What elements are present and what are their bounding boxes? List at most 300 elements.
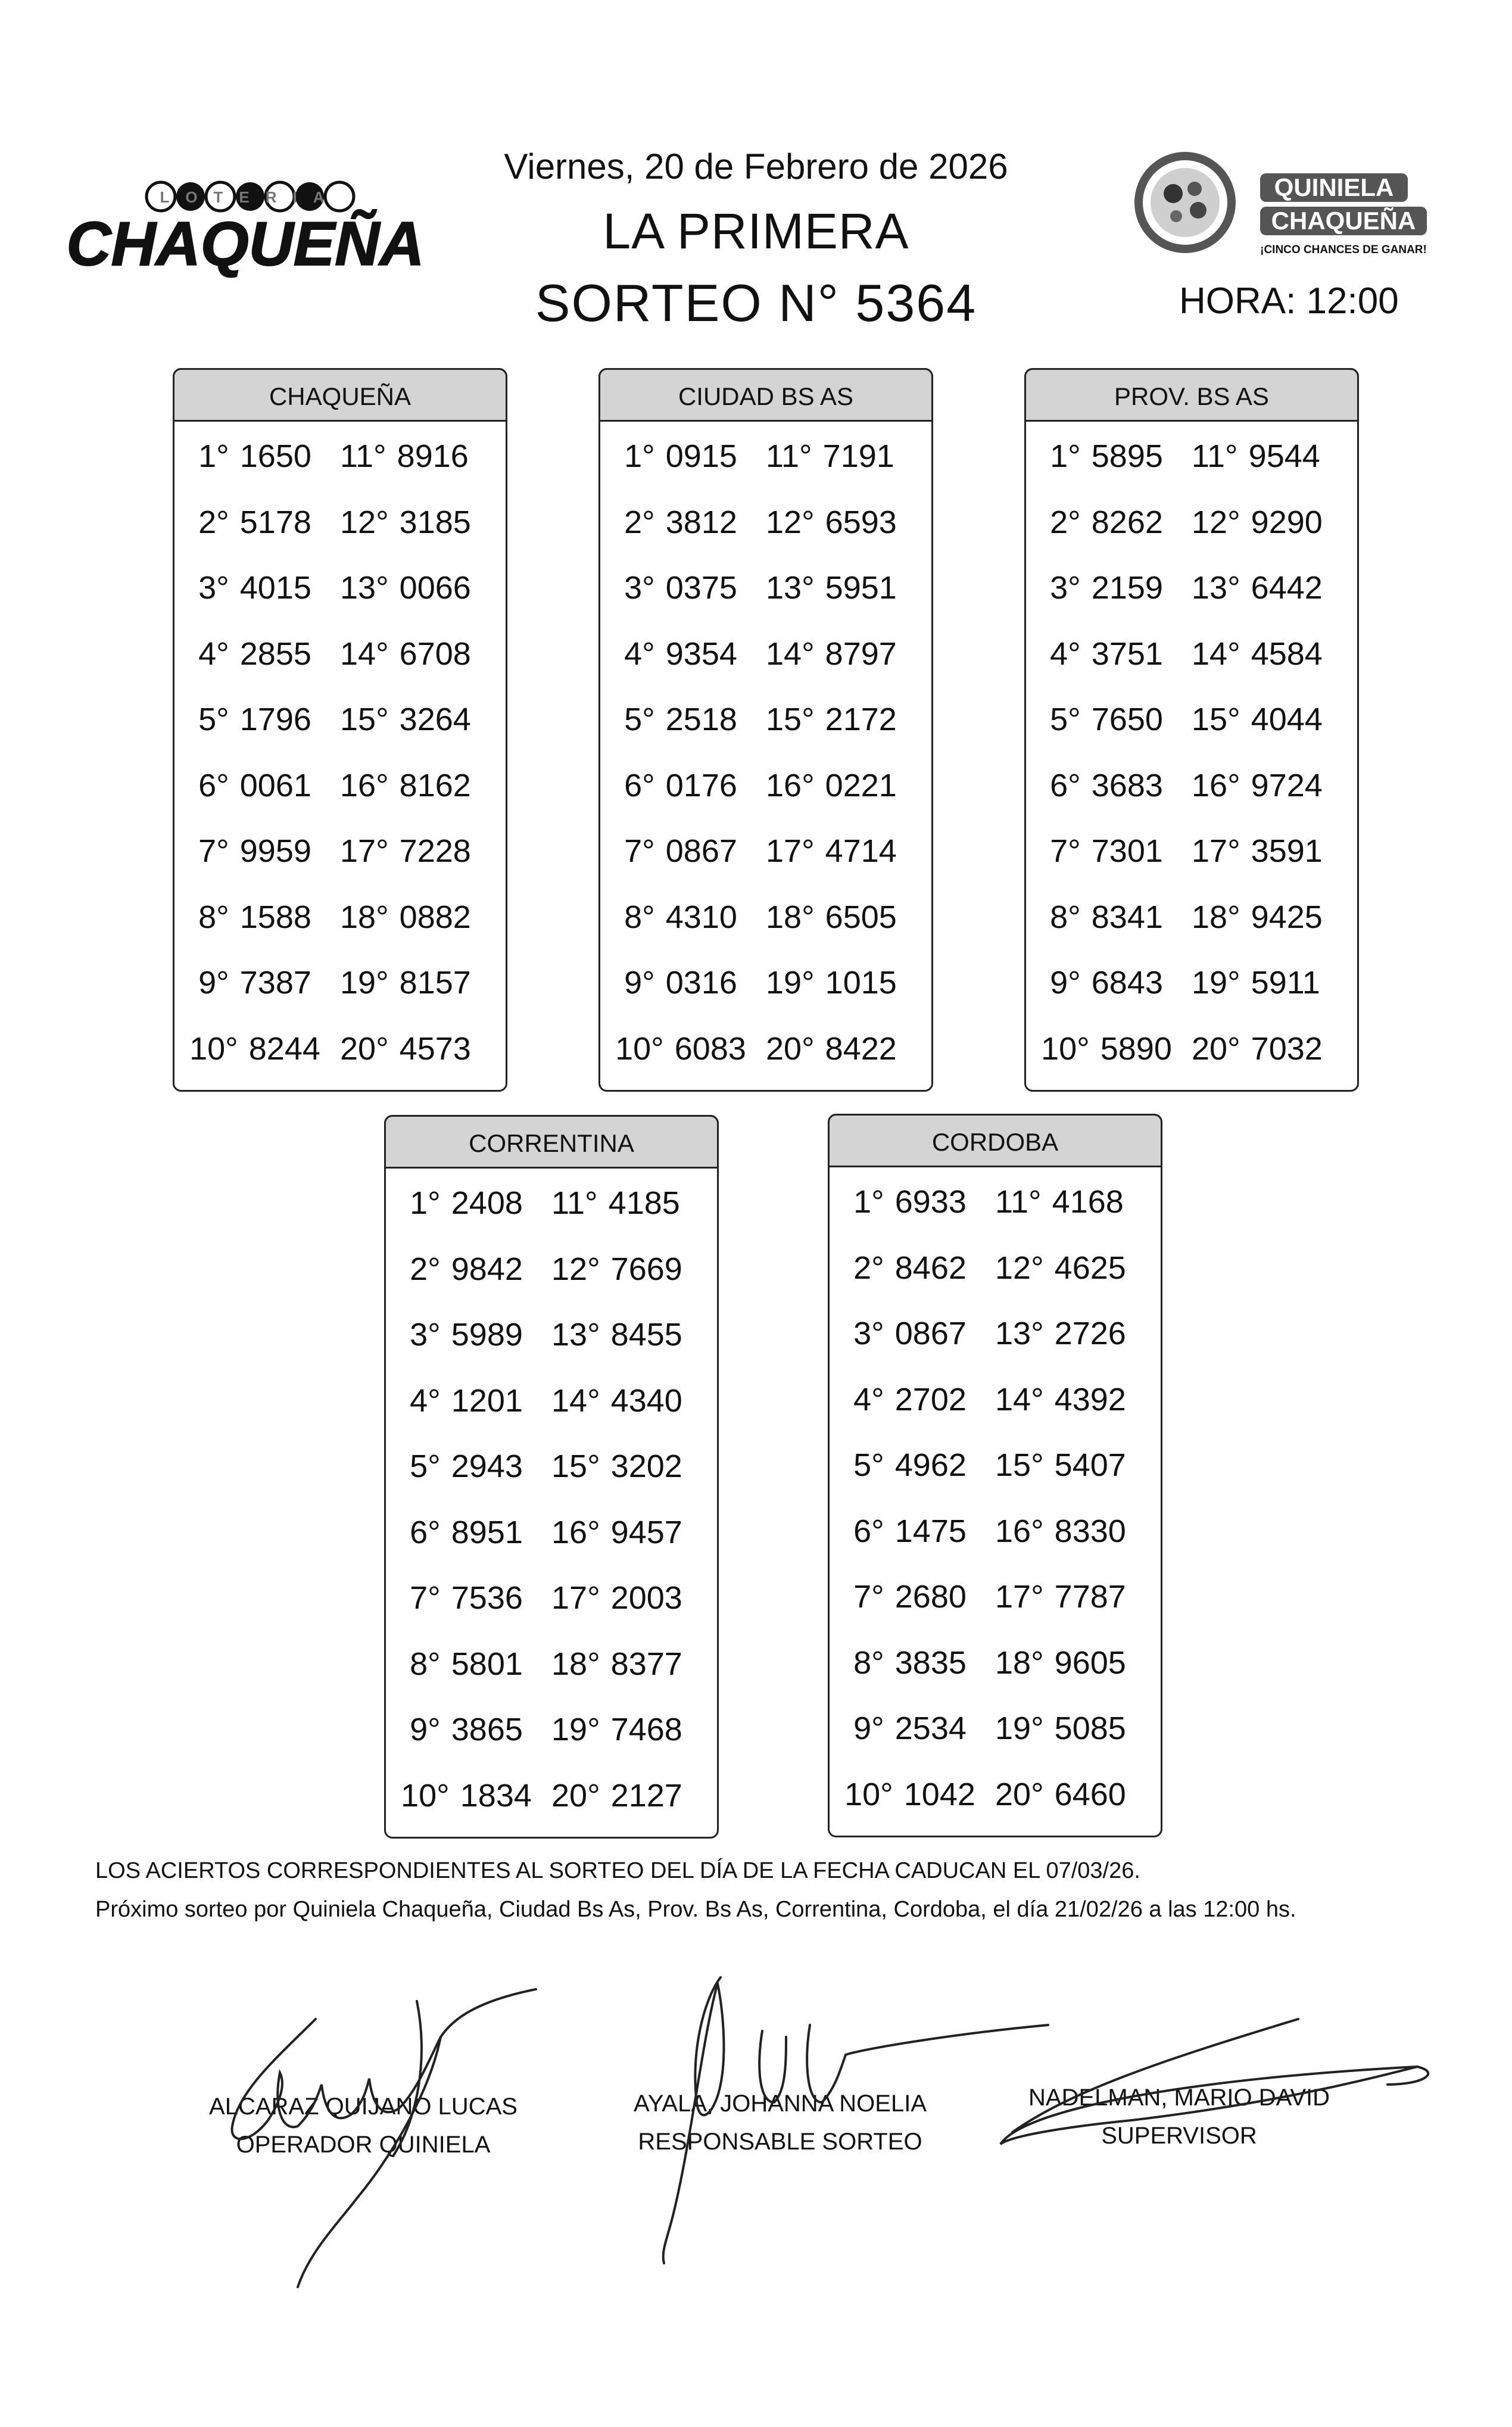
result-row xyxy=(1026,621,1357,687)
winning-number: 7301 xyxy=(1091,833,1163,870)
result-cell xyxy=(1187,569,1346,606)
result-cell xyxy=(600,964,761,1001)
winning-number: 1834 xyxy=(460,1777,532,1814)
position-label: 17° xyxy=(551,1580,600,1616)
result-cell xyxy=(174,635,335,672)
winning-number: 4584 xyxy=(1251,635,1323,672)
winning-number: 9354 xyxy=(665,635,737,672)
result-cell xyxy=(386,1382,547,1419)
position-label: 9° xyxy=(410,1712,441,1748)
winning-number: 3683 xyxy=(1091,767,1163,803)
winning-number: 9425 xyxy=(1251,899,1323,935)
position-label: 15° xyxy=(766,702,815,738)
winning-number: 8951 xyxy=(451,1514,523,1550)
draw-date: Viernes, 20 de Febrero de 2026 xyxy=(504,147,1008,186)
result-cell xyxy=(174,964,335,1001)
draw-time: HORA: 12:00 xyxy=(1179,281,1399,322)
position-label: 7° xyxy=(198,833,229,870)
result-row xyxy=(600,490,931,556)
position-label: 17° xyxy=(340,833,389,870)
result-row xyxy=(174,950,506,1016)
result-cell xyxy=(547,1251,706,1288)
position-label: 9° xyxy=(198,965,229,1001)
position-label: 1° xyxy=(1050,438,1081,475)
position-label: 17° xyxy=(766,833,815,870)
result-row xyxy=(386,1763,717,1829)
position-label: 11° xyxy=(766,438,812,475)
result-cell xyxy=(386,1711,547,1748)
winning-number: 4340 xyxy=(610,1382,682,1419)
result-row xyxy=(830,1169,1161,1235)
signature-role: SUPERVISOR xyxy=(1101,2123,1257,2149)
result-row xyxy=(830,1762,1161,1828)
result-cell xyxy=(830,1710,990,1747)
signature-role: RESPONSABLE SORTEO xyxy=(638,2129,922,2155)
position-label: 16° xyxy=(340,767,389,803)
winning-number: 7650 xyxy=(1091,702,1163,738)
result-cell xyxy=(1026,964,1187,1001)
result-row xyxy=(600,621,931,687)
winning-number: 2534 xyxy=(894,1711,967,1747)
winning-number: 0867 xyxy=(665,833,737,870)
result-cell xyxy=(990,1447,1150,1484)
position-label: 1° xyxy=(624,438,655,475)
winning-number: 0061 xyxy=(239,767,311,803)
result-cell xyxy=(386,1514,547,1551)
result-cell xyxy=(761,899,921,936)
winning-number: 2702 xyxy=(894,1381,967,1417)
winning-number: 1042 xyxy=(903,1776,975,1812)
result-row xyxy=(830,1498,1161,1565)
result-row xyxy=(174,555,506,621)
winning-number: 2172 xyxy=(825,702,897,738)
result-cell xyxy=(761,438,921,475)
winning-number: 4015 xyxy=(239,570,311,606)
winning-number: 7536 xyxy=(451,1580,523,1616)
winning-number: 1475 xyxy=(894,1513,967,1549)
winning-number: 9724 xyxy=(1251,767,1323,803)
position-label: 12° xyxy=(551,1251,600,1287)
winning-number: 5407 xyxy=(1054,1447,1126,1484)
winning-number: 8797 xyxy=(825,635,897,672)
result-cell xyxy=(990,1183,1150,1220)
position-label: 5° xyxy=(198,702,229,738)
result-cell xyxy=(990,1776,1150,1813)
position-label: 18° xyxy=(551,1646,600,1682)
result-cell xyxy=(335,833,495,870)
position-label: 4° xyxy=(1050,635,1081,672)
winning-number: 8377 xyxy=(610,1646,682,1682)
winning-number: 2003 xyxy=(610,1580,682,1616)
panel-body xyxy=(600,423,931,1082)
winning-number: 6933 xyxy=(894,1184,967,1220)
result-cell xyxy=(1187,767,1346,804)
result-cell xyxy=(600,767,761,804)
position-label: 11° xyxy=(995,1184,1042,1220)
position-label: 2° xyxy=(1050,504,1081,540)
result-cell xyxy=(830,1447,990,1484)
position-label: 5° xyxy=(410,1448,441,1485)
position-label: 20° xyxy=(1192,1030,1240,1067)
winning-number: 6843 xyxy=(1091,965,1163,1001)
winning-number: 4168 xyxy=(1052,1184,1124,1220)
results-panel xyxy=(1024,368,1359,1092)
result-cell xyxy=(335,438,495,475)
result-row xyxy=(386,1302,717,1368)
result-cell xyxy=(174,899,335,936)
result-cell xyxy=(830,1644,990,1681)
result-cell xyxy=(174,833,335,870)
signature-name: AYALA, JOHANNA NOELIA xyxy=(633,2090,927,2117)
winning-number: 3264 xyxy=(399,702,471,738)
result-row xyxy=(386,1631,717,1697)
result-row xyxy=(600,950,931,1016)
result-cell xyxy=(761,1030,921,1067)
result-cell xyxy=(547,1316,706,1353)
winning-number: 2127 xyxy=(610,1777,682,1814)
position-label: 2° xyxy=(624,504,655,540)
winning-number: 0066 xyxy=(399,570,471,606)
position-label: 6° xyxy=(1050,767,1081,803)
result-cell xyxy=(547,1777,706,1814)
position-label: 10° xyxy=(189,1030,238,1067)
result-cell xyxy=(1187,833,1346,870)
position-label: 7° xyxy=(410,1580,441,1616)
panel-title: CHAQUEÑA xyxy=(173,368,507,422)
result-row xyxy=(386,1565,717,1631)
winning-number: 7032 xyxy=(1251,1030,1323,1067)
result-cell xyxy=(600,701,761,738)
winning-number: 3751 xyxy=(1091,635,1163,672)
position-label: 15° xyxy=(340,702,389,738)
result-cell xyxy=(990,1644,1150,1681)
result-cell xyxy=(761,569,921,606)
result-cell xyxy=(174,569,335,606)
position-label: 1° xyxy=(410,1185,441,1222)
result-cell xyxy=(990,1250,1150,1286)
result-cell xyxy=(335,767,495,804)
result-cell xyxy=(1026,833,1187,870)
winning-number: 5911 xyxy=(1251,965,1320,1001)
result-cell xyxy=(990,1578,1150,1615)
position-label: 8° xyxy=(1050,899,1081,935)
winning-number: 8422 xyxy=(825,1030,897,1067)
position-label: 16° xyxy=(995,1513,1044,1549)
next-draw-note: Próximo sorteo por Quiniela Chaqueña, Ciudad Bs As, Prov. Bs As, Correntina, Cordoba, el día 21/02/26 a las 12:00 hs. xyxy=(95,1897,1296,1922)
position-label: 3° xyxy=(624,570,655,606)
result-cell xyxy=(1026,569,1187,606)
winning-number: 0221 xyxy=(825,767,897,803)
panel-body xyxy=(830,1169,1161,1827)
winning-number: 1015 xyxy=(825,965,897,1001)
position-label: 8° xyxy=(410,1646,441,1682)
winning-number: 8262 xyxy=(1091,504,1163,540)
position-label: 8° xyxy=(624,899,655,935)
result-cell xyxy=(1026,701,1187,738)
winning-number: 5890 xyxy=(1100,1030,1172,1067)
winning-number: 9290 xyxy=(1251,504,1323,540)
signature-name: NADELMAN, MARIO DAVID xyxy=(1028,2085,1330,2111)
winning-number: 3865 xyxy=(451,1712,523,1748)
position-label: 8° xyxy=(198,899,229,935)
position-label: 10° xyxy=(615,1030,664,1067)
winning-number: 1588 xyxy=(239,899,311,935)
result-cell xyxy=(386,1579,547,1616)
result-row xyxy=(1026,687,1357,753)
position-label: 6° xyxy=(853,1513,884,1549)
result-cell xyxy=(761,964,921,1001)
result-row xyxy=(174,687,506,753)
position-label: 12° xyxy=(340,504,389,540)
result-row xyxy=(386,1170,717,1236)
result-cell xyxy=(830,1381,990,1418)
position-label: 1° xyxy=(198,438,229,475)
panel-title: CORRENTINA xyxy=(384,1115,719,1169)
results-panel xyxy=(598,368,933,1092)
winning-number: 3202 xyxy=(610,1448,682,1485)
winning-number: 1796 xyxy=(239,702,311,738)
result-cell xyxy=(1026,438,1187,475)
result-row xyxy=(174,423,506,490)
result-row xyxy=(174,490,506,556)
result-cell xyxy=(600,899,761,936)
result-cell xyxy=(1187,504,1346,541)
result-cell xyxy=(386,1777,547,1814)
signature-role: OPERADOR QUINIELA xyxy=(236,2132,491,2158)
result-cell xyxy=(761,701,921,738)
result-cell xyxy=(386,1448,547,1485)
panel-body xyxy=(1026,423,1357,1082)
result-cell xyxy=(761,635,921,672)
result-cell xyxy=(830,1250,990,1286)
result-cell xyxy=(547,1711,706,1748)
logo-right-tagline: ¡CINCO CHANCES DE GANAR! xyxy=(1260,244,1427,256)
result-cell xyxy=(386,1316,547,1353)
position-label: 12° xyxy=(766,504,815,540)
result-row xyxy=(174,1016,506,1082)
result-row xyxy=(600,818,931,884)
winning-number: 9605 xyxy=(1054,1644,1126,1681)
winning-number: 6460 xyxy=(1054,1776,1126,1812)
winning-number: 2159 xyxy=(1091,570,1163,606)
panel-body xyxy=(174,423,506,1082)
winning-number: 7468 xyxy=(610,1712,682,1748)
result-row xyxy=(600,423,931,490)
position-label: 14° xyxy=(995,1381,1044,1417)
result-cell xyxy=(386,1251,547,1288)
position-label: 18° xyxy=(340,899,389,935)
winning-number: 3591 xyxy=(1251,833,1323,870)
winning-number: 4392 xyxy=(1054,1381,1126,1417)
result-cell xyxy=(174,767,335,804)
position-label: 16° xyxy=(766,767,815,803)
position-label: 18° xyxy=(1192,899,1240,935)
winning-number: 6593 xyxy=(825,504,897,540)
logo-top-text: LOTERIA xyxy=(160,188,341,206)
result-cell xyxy=(830,1315,990,1352)
result-row xyxy=(1026,753,1357,819)
position-label: 3° xyxy=(198,570,229,606)
result-cell xyxy=(761,767,921,804)
result-row xyxy=(386,1434,717,1500)
result-cell xyxy=(1187,438,1346,475)
result-cell xyxy=(830,1183,990,1220)
result-cell xyxy=(174,701,335,738)
winning-number: 7787 xyxy=(1054,1579,1126,1615)
result-cell xyxy=(335,899,495,936)
position-label: 13° xyxy=(340,570,389,606)
position-label: 3° xyxy=(1050,570,1081,606)
winning-number: 5895 xyxy=(1091,438,1163,475)
winning-number: 7387 xyxy=(239,965,311,1001)
winning-number: 0882 xyxy=(399,899,471,935)
result-cell xyxy=(600,635,761,672)
result-cell xyxy=(335,964,495,1001)
result-cell xyxy=(174,504,335,541)
winning-number: 5951 xyxy=(825,570,897,606)
result-row xyxy=(830,1235,1161,1301)
position-label: 5° xyxy=(624,702,655,738)
result-row xyxy=(1026,1016,1357,1082)
winning-number: 6708 xyxy=(399,635,471,672)
position-label: 11° xyxy=(340,438,386,475)
winning-number: 5989 xyxy=(451,1317,523,1353)
result-cell xyxy=(174,438,335,475)
winning-number: 4310 xyxy=(665,899,737,935)
result-cell xyxy=(830,1776,990,1813)
winning-number: 4962 xyxy=(894,1447,967,1484)
result-cell xyxy=(386,1185,547,1222)
result-row xyxy=(600,753,931,819)
position-label: 6° xyxy=(198,767,229,803)
result-cell xyxy=(600,504,761,541)
results-panel xyxy=(384,1115,719,1839)
result-cell xyxy=(335,504,495,541)
position-label: 2° xyxy=(198,504,229,540)
position-label: 13° xyxy=(995,1316,1044,1352)
handwritten-signatures xyxy=(0,1965,1512,2335)
result-row xyxy=(830,1696,1161,1762)
result-row xyxy=(386,1368,717,1434)
position-label: 3° xyxy=(410,1317,441,1353)
position-label: 20° xyxy=(766,1030,815,1067)
winning-number: 7228 xyxy=(399,833,471,870)
winning-number: 8162 xyxy=(399,767,471,803)
result-row xyxy=(830,1301,1161,1367)
winning-number: 2726 xyxy=(1054,1316,1126,1352)
position-label: 14° xyxy=(1192,635,1240,672)
position-label: 5° xyxy=(853,1447,884,1484)
result-row xyxy=(600,884,931,951)
position-label: 10° xyxy=(1041,1030,1090,1067)
result-row xyxy=(830,1630,1161,1696)
position-label: 12° xyxy=(995,1250,1044,1286)
result-cell xyxy=(547,1579,706,1616)
winning-number: 9457 xyxy=(610,1514,682,1550)
winning-number: 2855 xyxy=(239,635,311,672)
position-label: 14° xyxy=(340,635,389,672)
winning-number: 3812 xyxy=(665,504,737,540)
result-cell xyxy=(830,1513,990,1550)
position-label: 2° xyxy=(410,1251,441,1287)
draw-title: LA PRIMERA xyxy=(603,203,909,259)
result-cell xyxy=(174,1030,335,1067)
position-label: 5° xyxy=(1050,702,1081,738)
position-label: 6° xyxy=(410,1514,441,1550)
position-label: 19° xyxy=(340,965,389,1001)
position-label: 19° xyxy=(551,1712,600,1748)
position-label: 6° xyxy=(624,767,655,803)
result-cell xyxy=(830,1578,990,1615)
result-cell xyxy=(547,1448,706,1485)
result-row xyxy=(830,1432,1161,1498)
position-label: 19° xyxy=(1192,965,1240,1001)
result-row xyxy=(1026,423,1357,490)
position-label: 13° xyxy=(1192,570,1240,606)
result-row xyxy=(386,1236,717,1303)
winning-number: 2518 xyxy=(665,702,737,738)
position-label: 8° xyxy=(853,1644,884,1681)
result-cell xyxy=(600,438,761,475)
position-label: 20° xyxy=(340,1030,389,1067)
result-cell xyxy=(1187,899,1346,936)
result-cell xyxy=(990,1513,1150,1550)
result-cell xyxy=(335,701,495,738)
position-label: 20° xyxy=(995,1776,1044,1812)
result-cell xyxy=(547,1646,706,1683)
winning-number: 8244 xyxy=(248,1030,320,1067)
winning-number: 0375 xyxy=(665,570,737,606)
logo-right-line2: CHAQUEÑA xyxy=(1271,207,1416,235)
winning-number: 8330 xyxy=(1054,1513,1126,1549)
winning-number: 8455 xyxy=(610,1317,682,1353)
winning-number: 6505 xyxy=(825,899,897,935)
winning-number: 3835 xyxy=(894,1644,967,1681)
position-label: 11° xyxy=(551,1185,598,1222)
result-row xyxy=(1026,950,1357,1016)
result-cell xyxy=(335,569,495,606)
position-label: 4° xyxy=(624,635,655,672)
result-cell xyxy=(1187,964,1346,1001)
winning-number: 9842 xyxy=(451,1251,523,1287)
winning-number: 1650 xyxy=(239,438,311,475)
result-row xyxy=(830,1564,1161,1630)
winning-number: 9544 xyxy=(1248,438,1320,475)
logo-right-line1: QUINIELA xyxy=(1274,173,1394,201)
result-row xyxy=(174,753,506,819)
position-label: 15° xyxy=(551,1448,600,1485)
result-cell xyxy=(990,1315,1150,1352)
result-row xyxy=(600,555,931,621)
result-row xyxy=(1026,490,1357,556)
position-label: 7° xyxy=(624,833,655,870)
result-cell xyxy=(1187,635,1346,672)
result-row xyxy=(386,1500,717,1566)
result-cell xyxy=(335,635,495,672)
winning-number: 5085 xyxy=(1054,1711,1126,1747)
panel-body xyxy=(386,1170,717,1828)
position-label: 13° xyxy=(551,1317,600,1353)
result-cell xyxy=(1026,504,1187,541)
result-cell xyxy=(1187,1030,1346,1067)
result-row xyxy=(174,884,506,951)
position-label: 3° xyxy=(853,1316,884,1352)
result-cell xyxy=(600,569,761,606)
position-label: 15° xyxy=(995,1447,1044,1484)
result-cell xyxy=(547,1382,706,1419)
winning-number: 4044 xyxy=(1251,702,1323,738)
position-label: 9° xyxy=(1050,965,1081,1001)
